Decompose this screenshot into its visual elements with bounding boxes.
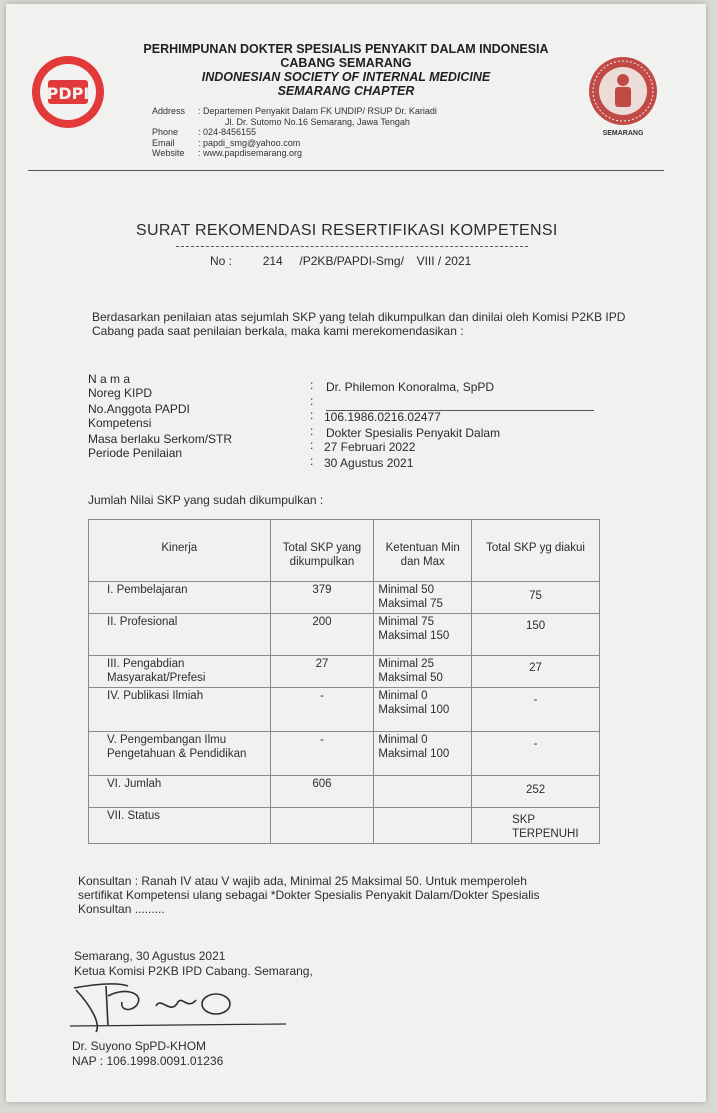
header-divider <box>28 170 664 171</box>
cell-diakui: SKP TERPENUHI <box>472 808 600 844</box>
semarang-seal <box>586 54 660 144</box>
address-block <box>152 106 552 159</box>
email-value: : papdi_smg@yahoo.com <box>198 137 301 148</box>
no-label: No : <box>210 254 233 268</box>
col-header-total: Total SKP yang dikumpulkan <box>270 520 374 582</box>
papdi-logo <box>30 54 106 130</box>
cell-kinerja: IV. Publikasi Ilmiah <box>89 688 271 732</box>
konsultan-note: Konsultan : Ranah IV atau V wajib ada, Minimal 25 Maksimal 50. Untuk memperoleh sertifikat Kompetensi ulang sebagai *Dokter Spesialis Penyakit Dalam/Dokter Spesialis Konsultan ......... <box>78 874 540 916</box>
table-row <box>89 582 600 614</box>
col-header-kinerja: Kinerja <box>89 520 271 582</box>
table-row <box>89 688 600 732</box>
cell-total <box>270 808 374 844</box>
table-row <box>89 808 600 844</box>
table-header-row <box>89 520 600 582</box>
skp-table <box>88 519 600 844</box>
org-name-id: PERHIMPUNAN DOKTER SPESIALIS PENYAKIT DALAM INDONESIA <box>143 42 549 56</box>
cell-total: 27 <box>270 656 374 688</box>
address-label: Address <box>152 106 186 116</box>
cell-ketentuan <box>374 808 472 844</box>
identity-label: Masa berlaku Serkom/STR <box>88 432 233 446</box>
cell-diakui: 150 <box>472 614 600 656</box>
cell-ketentuan: Minimal 50 Maksimal 75 <box>374 582 472 614</box>
table-row <box>89 614 600 656</box>
phone-value: : 024-8456155 <box>198 127 257 137</box>
cell-diakui: 27 <box>472 656 600 688</box>
identity-value-periode: 30 Agustus 2021 <box>324 456 414 470</box>
table-row <box>89 732 600 776</box>
no-number: 214 <box>262 254 283 268</box>
cell-total: 606 <box>270 776 374 808</box>
table-row <box>89 656 600 688</box>
identity-label: No.Anggota PAPDI <box>88 402 190 416</box>
identity-row <box>88 416 151 430</box>
identity-label: N a m a <box>88 372 131 386</box>
title-underline <box>176 246 528 247</box>
cell-total: - <box>270 688 374 732</box>
cell-ketentuan: Minimal 75 Maksimal 150 <box>374 614 472 656</box>
signer-position: Ketua Komisi P2KB IPD Cabang. Semarang, <box>74 964 313 978</box>
cell-kinerja: VII. Status <box>89 808 271 844</box>
no-code: /P2KB/PAPDI-Smg/ <box>299 254 404 268</box>
no-period: VIII / 2021 <box>416 254 472 268</box>
identity-value-name: Dr. Philemon Konoralma, SpPD <box>326 380 495 394</box>
signer-nap: NAP : 106.1998.0091.01236 <box>72 1054 224 1068</box>
cell-total: - <box>270 732 374 776</box>
org-branch-en: SEMARANG CHAPTER <box>277 84 415 98</box>
identity-label: Kompetensi <box>88 416 152 430</box>
col-header-diakui: Total SKP yg diakui <box>472 520 600 582</box>
website-value: : www.papdisemarang.org <box>198 148 303 158</box>
table-intro: Jumlah Nilai SKP yang sudah dikumpulkan : <box>88 493 324 507</box>
document-page: PDPI SEMARANG PERHIMPUNAN DOKTER SPESIALIS PENYAKIT DALAM INDONESIA CABANG SEMARANG INDONESIAN SOCIETY OF INTERNAL MEDICINE SEMARANG CHAPTER Address : Departemen Penyakit Dalam FK UNDIP/ RSUP Dr. Kariadi Jl. Dr. Sutomo No.16 Semarang, Jawa Tengah Phone : 024-8456155 Email : papdi_smg@yahoo.com Website : www.papdisemarang.org SURAT REKOMENDASI RESERTIFIKASI KOMPETENSI No : 214 /P2KB/PAPDI-Smg/ VIII / 2021 Berdasarkan penilaian atas sejumlah SKP yang telah dikumpulkan dan dinilai oleh Komisi P2KB IPD Cabang pada saat penilaian berkala, maka kami merekomendasikan : N a m a Noreg KIPD No.Anggota PAPDI Kompetensi Masa berlaku Serkom/STR Periode Penilaian : : : : : : Dr. Philemon Konoralma, SpPD 106.1986.0216.02477 Dokter Spesialis Penyakit Dalam 27 Februari 2022 30 Agustus 2021 Jumlah Nilai SKP yang sudah dikumpulkan : Kinerja Total SKP yang dikumpulkan Ketentuan Min dan Max Total SKP yg diakui I. Pembelajaran 379 Minimal 50 Maksimal 75 75 II. Profesional 200 Minimal 75 Maksimal 150 150 III. Pengabdian Masyarakat/Prefesi 27 Minimal 25 Maksimal 50 27 IV. Publikasi Ilmiah - Minimal 0 Maksimal 100 - V. Pengembangan Ilmu Pengetahuan & Pendidikan - Minimal 0 Maksimal 100 - VI. Jumlah 606 252 VII. Status SKP TERPENUHI Konsultan : Ranah IV atau V wajib ada, Minimal 25 Maksimal 50. Untuk memperoleh sertifikat Kompetensi ulang sebagai *Dokter Spesialis Penyakit Dalam/Dokter Spesialis Konsultan ......... Semarang, 30 Agustus 2021 Ketua Komisi P2KB IPD Cabang. Semarang, Dr. Suyono SpPD-KHOM NAP : 106.1998.0091.01236 <box>6 4 706 1102</box>
address-line1: : Departemen Penyakit Dalam FK UNDIP/ RSUP Dr. Kariadi <box>198 106 437 116</box>
signature <box>66 976 296 1036</box>
signer-name: Dr. Suyono SpPD-KHOM <box>72 1039 207 1053</box>
cell-ketentuan <box>374 776 472 808</box>
intro-paragraph: Berdasarkan penilaian atas sejumlah SKP yang telah dikumpulkan dan dinilai oleh Komisi P2KB IPD Cabang pada saat penilaian berkala, maka kami merekomendasikan : <box>92 310 626 338</box>
identity-row <box>88 446 182 460</box>
cell-kinerja: II. Profesional <box>89 614 271 656</box>
identity-row <box>88 372 130 386</box>
identity-row <box>88 386 152 400</box>
cell-diakui: 75 <box>472 582 600 614</box>
letter-number <box>210 254 471 268</box>
email-label: Email <box>152 137 175 148</box>
cell-diakui: 252 <box>472 776 600 808</box>
cell-ketentuan: Minimal 25 Maksimal 50 <box>374 656 472 688</box>
cell-kinerja: III. Pengabdian Masyarakat/Prefesi <box>89 656 271 688</box>
document-title: SURAT REKOMENDASI RESERTIFIKASI KOMPETENSI <box>136 222 558 239</box>
org-branch-id: CABANG SEMARANG <box>280 56 412 70</box>
place-date: Semarang, 30 Agustus 2021 <box>74 949 226 963</box>
cell-total: 200 <box>270 614 374 656</box>
cell-ketentuan: Minimal 0 Maksimal 100 <box>374 688 472 732</box>
identity-value-anggota: 106.1986.0216.02477 <box>324 410 441 424</box>
cell-ketentuan: Minimal 0 Maksimal 100 <box>374 732 472 776</box>
cell-total: 379 <box>270 582 374 614</box>
identity-value-masa: 27 Februari 2022 <box>324 440 416 454</box>
cell-kinerja: V. Pengembangan Ilmu Pengetahuan & Pendidikan <box>89 732 271 776</box>
table-row <box>89 776 600 808</box>
website-label: Website <box>152 148 185 158</box>
papdi-logo-text: PDPI <box>46 84 90 103</box>
identity-row <box>88 402 190 416</box>
address-line2: Jl. Dr. Sutomo No.16 Semarang, Jawa Tengah <box>225 116 410 127</box>
identity-label: Noreg KIPD <box>88 386 153 400</box>
cell-diakui: - <box>472 732 600 776</box>
identity-row <box>88 432 232 446</box>
cell-kinerja: I. Pembelajaran <box>89 582 271 614</box>
org-name-en: INDONESIAN SOCIETY OF INTERNAL MEDICINE <box>201 70 491 84</box>
col-header-ketentuan: Ketentuan Min dan Max <box>374 520 472 582</box>
identity-value-kompetensi: Dokter Spesialis Penyakit Dalam <box>326 426 501 440</box>
identity-label: Periode Penilaian <box>88 446 183 460</box>
seal-caption: SEMARANG <box>602 130 644 137</box>
cell-kinerja: VI. Jumlah <box>89 776 271 808</box>
cell-diakui: - <box>472 688 600 732</box>
phone-label: Phone <box>152 127 179 137</box>
